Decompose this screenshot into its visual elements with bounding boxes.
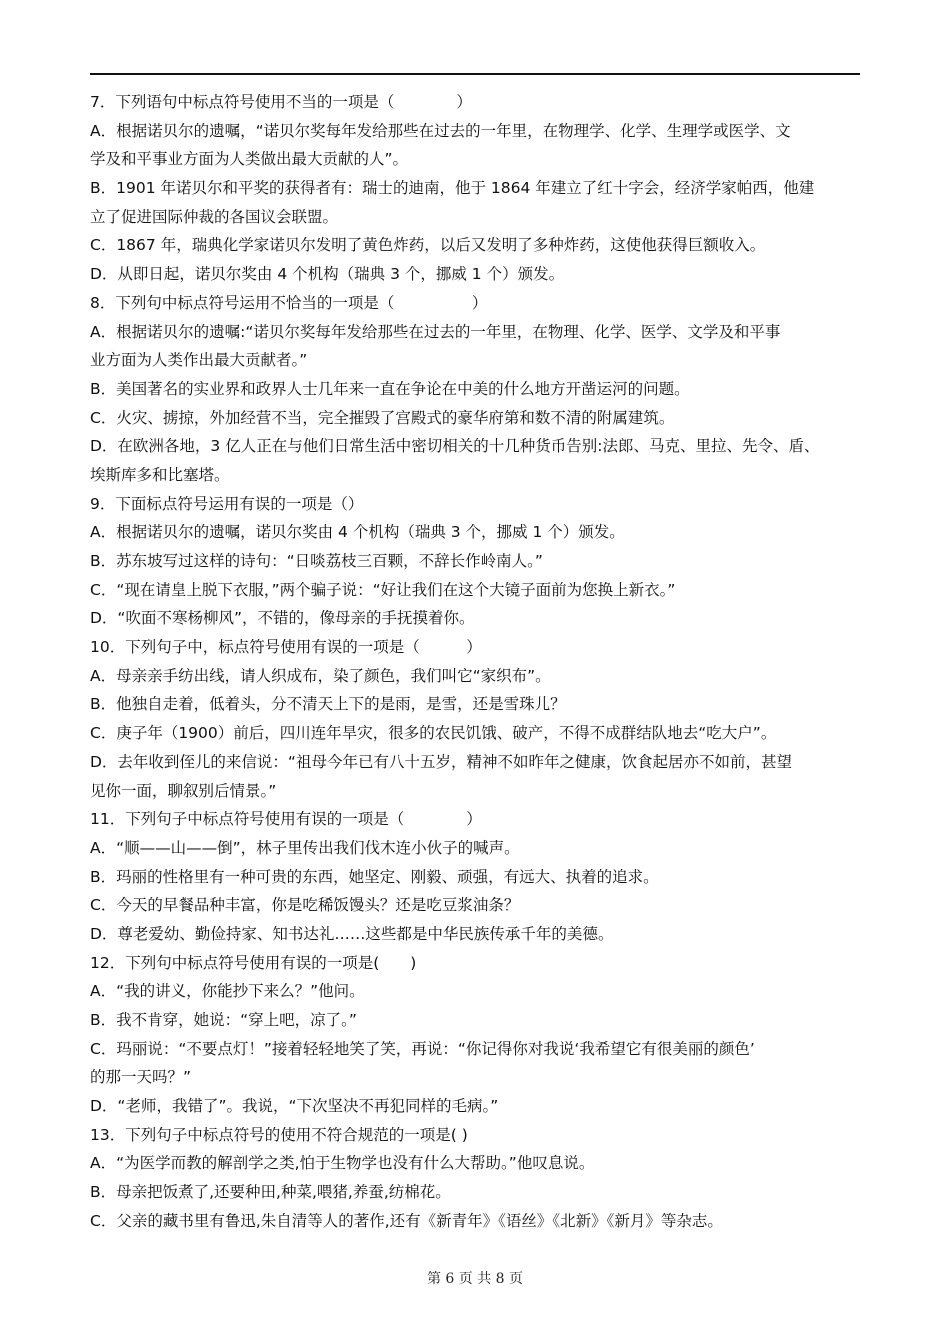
question-stem: 7．下列语句中标点符号使用不当的一项是（ ） [90, 93, 472, 111]
option-line: A．“顺——山——倒”，林子里传出我们伐木连小伙子的喊声。 [90, 838, 520, 857]
option-line: A．根据诺贝尔的遗嘱，“诺贝尔奖每年发给那些在过去的一年里，在物理学、化学、生理学或医学、文 [90, 121, 791, 140]
option-line: D．去年收到侄儿的来信说：“祖母今年已有八十五岁，精神不如昨年之健康，饮食起居亦不如前，甚望 [90, 752, 792, 771]
option-line: A．根据诺贝尔的遗嘱:“诺贝尔奖每年发给那些在过去的一年里，在物理、化学、医学、文学及和平事 [90, 322, 781, 341]
question-stem: 11．下列句子中标点符号使用有误的一项是（ ） [90, 810, 482, 829]
option-line: D．在欧洲各地，3 亿人正在与他们日常生活中密切相关的十几种货币告别:法郎、马克、里拉、先令、盾、 [90, 437, 820, 456]
question-block [90, 949, 862, 1121]
question-stem: 12．下列句中标点符号使用有误的一项是( ) [90, 953, 417, 972]
question-block [90, 289, 862, 490]
option-line: B．玛丽的性格里有一种可贵的东西，她坚定、刚毅、顽强，有远大、执着的追求。 [90, 867, 659, 886]
question-stem: 9．下面标点符号运用有误的一项是（） [90, 494, 364, 513]
option-line: 的那一天吗？” [90, 1068, 192, 1087]
option-line: A．母亲亲手纺出线，请人织成布，染了颜色，我们叫它“家织布”。 [90, 666, 551, 685]
option-line: C．庚子年（1900）前后，四川连年旱灾，很多的农民饥饿、破产，不得不成群结队地去“吃大户”。 [90, 724, 777, 743]
question-block [90, 805, 862, 948]
question-stem: 13．下列句子中标点符号的使用不符合规范的一项是( ) [90, 1125, 468, 1144]
question-stem: 10．下列句子中，标点符号使用有误的一项是（ ） [90, 638, 482, 657]
page-footer [0, 1268, 950, 1288]
option-line: 业方面为人类作出最大贡献者。” [90, 351, 308, 370]
option-line: A．根据诺贝尔的遗嘱，诺贝尔奖由 4 个机构（瑞典 3 个，挪威 1 个）颁发。 [90, 523, 625, 542]
option-line: B．他独自走着，低着头，分不清天上下的是雨，是雪，还是雪珠儿？ [90, 695, 566, 714]
option-line: B．美国著名的实业界和政界人士几年来一直在争论在中美的什么地方开凿运河的问题。 [90, 379, 690, 398]
option-line: B．我不肯穿，她说：“穿上吧，凉了。” [90, 1011, 357, 1029]
option-line: 见你一面，聊叙别后情景。” [90, 781, 277, 800]
question-block [90, 490, 862, 633]
option-line: 学及和平事业方面为人类做出最大贡献的人”。 [90, 150, 409, 169]
option-line: A．“为医学而教的解剖学之类,怕于生物学也没有什么大帮助。”他叹息说。 [90, 1154, 595, 1173]
option-line: B．1901 年诺贝尔和平奖的获得者有：瑞士的迪南，他于 1864 年建立了红十字会，经济学家帕西，他建 [90, 179, 815, 198]
page-number: 第 6 页 共 8 页 [426, 1271, 524, 1287]
option-line: C．玛丽说：“不要点灯！”接着轻轻地笑了笑，再说：“你记得你对我说‘我希望它有很美丽的颜色’ [90, 1039, 755, 1058]
option-line: B．苏东坡写过这样的诗句：“日啖荔枝三百颗，不辞长作岭南人。” [90, 552, 543, 570]
question-block [90, 1121, 862, 1236]
option-line: D．尊老爱幼、勤俭持家、知书达礼……这些都是中华民族传承千年的美德。 [90, 924, 614, 943]
option-line: C．火灾、掳掠，外加经营不当，完全摧毁了宫殿式的豪华府第和数不清的附属建筑。 [90, 408, 675, 427]
option-line: D．“老师，我错了”。我说，“下次坚决不再犯同样的毛病。” [90, 1097, 499, 1116]
question-list [90, 88, 862, 1236]
option-line: 立了促进国际仲裁的各国议会联盟。 [90, 207, 339, 226]
option-line: C．今天的早餐品种丰富，你是吃稀饭馒头？还是吃豆浆油条？ [90, 896, 520, 915]
option-line: B．母亲把饭煮了,还要种田,种菜,喂猪,养蚕,纺棉花。 [90, 1183, 451, 1202]
question-block [90, 88, 862, 289]
option-line: D．从即日起，诺贝尔奖由 4 个机构（瑞典 3 个，挪威 1 个）颁发。 [90, 265, 565, 284]
option-line: C．1867 年，瑞典化学家诺贝尔发明了黄色炸药，以后又发明了多种炸药，这使他获得巨额收入。 [90, 236, 766, 255]
option-line: C．父亲的藏书里有鲁迅,朱自清等人的著作,还有《新青年》《语丝》《北新》《新月》等杂志。 [90, 1211, 723, 1230]
header-rule [90, 73, 860, 75]
option-line: 埃斯库多和比塞塔。 [90, 465, 230, 484]
option-line: D．“吹面不寒杨柳风”，不错的，像母亲的手抚摸着你。 [90, 609, 475, 628]
question-stem: 8．下列句中标点符号运用不恰当的一项是（ ） [90, 293, 488, 312]
option-line: A．“我的讲义，你能抄下来么？”他问。 [90, 982, 365, 1001]
option-line: C．“现在请皇上脱下衣服，”两个骗子说：“好让我们在这个大镜子面前为您换上新衣。” [90, 580, 676, 599]
question-block [90, 633, 862, 805]
